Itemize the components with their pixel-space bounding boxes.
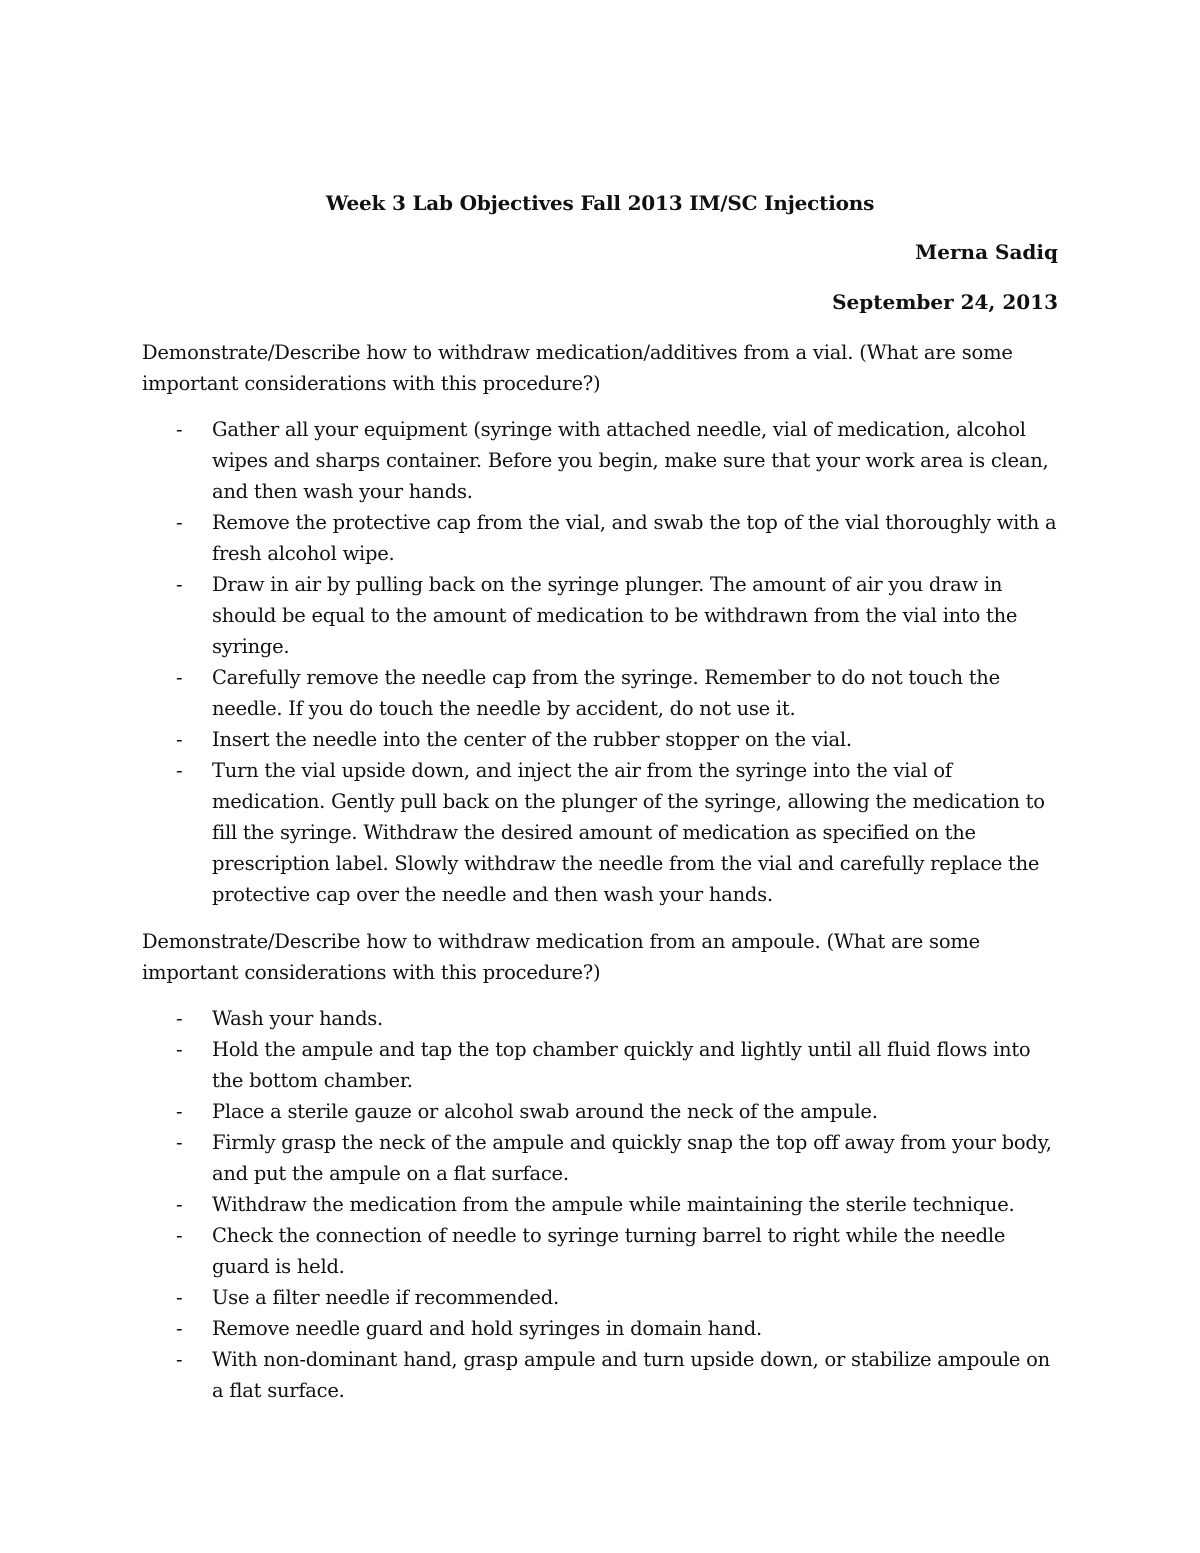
step-text: Check the connection of needle to syringe turning barrel to right while the needle guard is held. [212,1224,1006,1278]
list-item [176,1282,1058,1313]
author-name: Merna Sadiq [915,240,1058,264]
step-text: Remove needle guard and hold syringes in domain hand. [212,1317,762,1340]
bullet-dash: - [176,1317,183,1340]
bullet-dash: - [176,1348,183,1371]
bullet-dash: - [176,573,183,596]
list-item [176,1220,1058,1282]
bullet-dash: - [176,1286,183,1309]
list-item [176,1127,1058,1189]
document-body [142,188,1058,1422]
list-item [176,1189,1058,1220]
step-text: Gather all your equipment (syringe with attached needle, vial of medication, alcohol wipes and sharps container. Before you begin, make sure that your work area is clean, and then wash your hands. [212,418,1049,503]
document-date: September 24, 2013 [832,290,1058,314]
bullet-dash: - [176,1038,183,1061]
step-text: Remove the protective cap from the vial, and swab the top of the vial thoroughly with a fresh alcohol wipe. [212,511,1057,565]
step-text: Wash your hands. [212,1007,384,1030]
bullet-dash: - [176,1131,183,1154]
list-item [176,569,1058,662]
step-text: Draw in air by pulling back on the syringe plunger. The amount of air you draw in should be equal to the amount of medication to be withdrawn from the vial into the syringe. [212,573,1018,658]
list-item [176,755,1058,910]
bullet-dash: - [176,728,183,751]
step-text: Place a sterile gauze or alcohol swab around the neck of the ampule. [212,1100,878,1123]
bullet-dash: - [176,418,183,441]
bullet-dash: - [176,1193,183,1216]
section-ampoule-steps [142,1003,1058,1406]
bullet-dash: - [176,666,183,689]
document-title: Week 3 Lab Objectives Fall 2013 IM/SC Injections [325,191,875,215]
bullet-dash: - [176,1100,183,1123]
bullet-dash: - [176,511,183,534]
step-text: Carefully remove the needle cap from the syringe. Remember to do not touch the needle. If you do touch the needle by accident, do not use it. [212,666,1000,720]
list-item [176,1313,1058,1344]
step-text: Insert the needle into the center of the rubber stopper on the vial. [212,728,852,751]
section-vial-question: Demonstrate/Describe how to withdraw medication/additives from a vial. (What are some important considerations with this procedure?) [142,341,1013,395]
step-text: Withdraw the medication from the ampule while maintaining the sterile technique. [212,1193,1015,1216]
bullet-dash: - [176,759,183,782]
section-ampoule-question: Demonstrate/Describe how to withdraw medication from an ampoule. (What are some important considerations with this procedure?) [142,930,981,984]
step-text: Firmly grasp the neck of the ampule and quickly snap the top off away from your body, and put the ampule on a flat surface. [212,1131,1052,1185]
list-item [176,414,1058,507]
bullet-dash: - [176,1007,183,1030]
list-item [176,1034,1058,1096]
list-item [176,1003,1058,1034]
step-text: Turn the vial upside down, and inject the air from the syringe into the vial of medication. Gently pull back on the plunger of the syringe, allowing the medication to fill the syringe. Withdraw the desired amount of medication as specified on the prescription label. Slowly withdraw the needle from the vial and carefully replace the protective cap over the needle and then wash your hands. [212,759,1045,906]
step-text: With non-dominant hand, grasp ampule and turn upside down, or stabilize ampoule on a flat surface. [212,1348,1050,1402]
section-vial-steps [142,414,1058,910]
list-item [176,1096,1058,1127]
list-item [176,507,1058,569]
list-item [176,1344,1058,1406]
list-item [176,724,1058,755]
bullet-dash: - [176,1224,183,1247]
list-item [176,662,1058,724]
step-text: Hold the ampule and tap the top chamber quickly and lightly until all fluid flows into the bottom chamber. [212,1038,1031,1092]
step-text: Use a filter needle if recommended. [212,1286,559,1309]
